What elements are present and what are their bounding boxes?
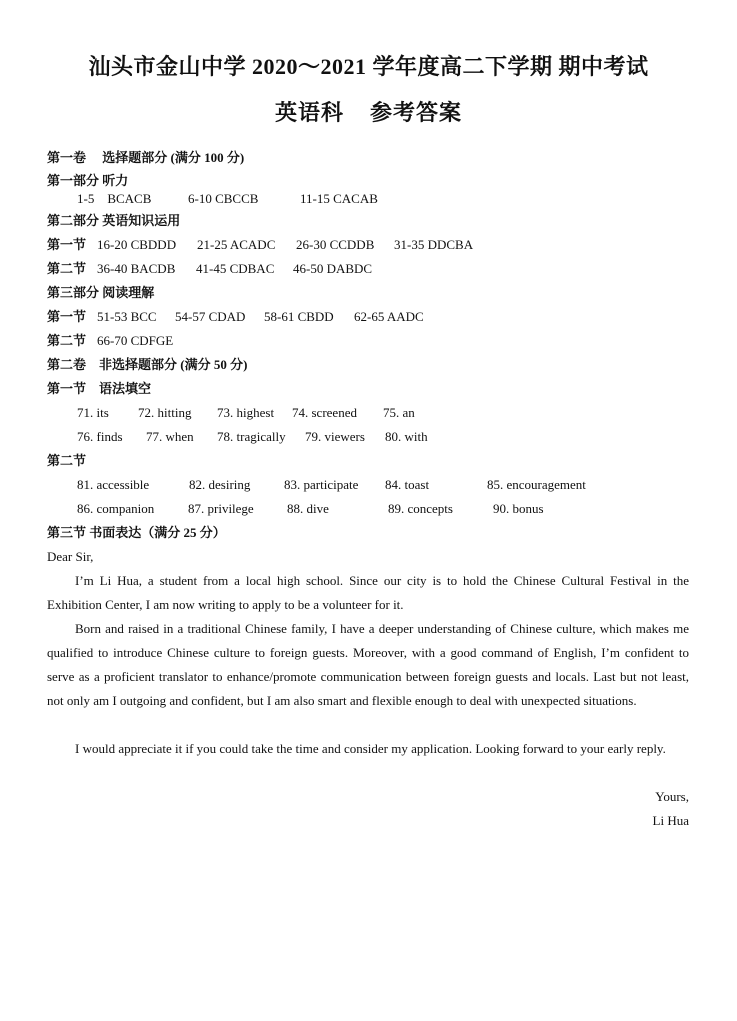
answer-item: 71. its	[77, 405, 109, 420]
letter-paragraph-3: I would appreciate it if you could take the time and consider my application. Looking forward to your early reply.	[75, 741, 666, 756]
letter-signature: Li Hua	[652, 813, 689, 828]
answer-item: 75. an	[383, 405, 415, 420]
answer-group: 16-20 CBDDD	[97, 237, 177, 252]
answer-item: 82. desiring	[189, 477, 251, 492]
answer-group: 66-70 CDFGE	[97, 333, 174, 348]
answer-item: 76. finds	[77, 429, 123, 444]
subject-label: 英语科	[274, 100, 344, 125]
answer-group: 11-15 CACAB	[300, 191, 378, 206]
grammar-heading: 第一节 语法填空	[47, 381, 152, 396]
answer-item: 77. when	[146, 429, 194, 444]
section-label: 第二节	[47, 333, 87, 348]
listening-answers	[0, 191, 737, 207]
answer-group: 46-50 DABDC	[293, 261, 373, 276]
answer-item: 83. participate	[284, 477, 359, 492]
answer-group: 1-5 BCACB	[77, 191, 152, 206]
answer-item: 89. concepts	[388, 501, 453, 516]
answer-group: 54-57 CDAD	[175, 309, 246, 324]
answer-key-label: 参考答案	[370, 100, 463, 125]
document-subtitle	[0, 96, 737, 127]
letter-greeting: Dear Sir,	[47, 549, 94, 564]
answer-item: 90. bonus	[493, 501, 544, 516]
answer-item: 78. tragically	[217, 429, 286, 444]
answer-group: 31-35 DDCBA	[394, 237, 474, 252]
answer-group: 36-40 BACDB	[97, 261, 176, 276]
section-2-part-2-heading: 第二节	[47, 453, 87, 468]
section-2-heading: 第二卷 非选择题部分 (满分 50 分)	[47, 357, 248, 372]
part-1-heading: 第一部分 听力	[47, 173, 129, 188]
answer-item: 73. highest	[217, 405, 275, 420]
letter-paragraph-1: I’m Li Hua, a student from a local high school. Since our city is to hold the Chinese Cultural Festival in the Exhibition Center, I am now writing to apply to be a volunteer for it.	[47, 573, 689, 612]
part-3-section-2-answers	[0, 333, 737, 349]
answer-group: 6-10 CBCCB	[188, 191, 259, 206]
section-label: 第二节	[47, 261, 87, 276]
answer-group: 21-25 ACADC	[197, 237, 276, 252]
answer-item: 74. screened	[292, 405, 357, 420]
answer-item: 88. dive	[287, 501, 329, 516]
document-title: 汕头市金山中学 2020～2021 学年度高二下学期 期中考试	[88, 54, 649, 79]
answer-group: 51-53 BCC	[97, 309, 157, 324]
part-2-section-2-answers	[0, 261, 737, 277]
answer-group: 62-65 AADC	[354, 309, 424, 324]
answer-item: 72. hitting	[138, 405, 192, 420]
writing-heading: 第三节 书面表达（满分 25 分）	[47, 525, 226, 540]
section-label: 第一节	[47, 309, 87, 324]
letter-closing: Yours,	[655, 789, 689, 804]
letter-paragraph-2: Born and raised in a traditional Chinese family, I have a deeper understanding of Chinese culture, which makes me qualified to introduce Chinese culture to foreign guests. Moreover, with a good command of English, I’m confident to serve as a proficient translator to enhance/promote communication between foreign guests and locals. Last but not least, not only am I outgoing and confident, but I am also smart and flexible enough to deal with unexpected situations.	[47, 621, 689, 708]
part-2-heading: 第二部分 英语知识运用	[47, 213, 181, 228]
answer-item: 85. encouragement	[487, 477, 586, 492]
part-3-heading: 第三部分 阅读理解	[47, 285, 155, 300]
answer-item: 79. viewers	[305, 429, 365, 444]
grammar-answers-row	[0, 429, 737, 445]
answer-group: 26-30 CCDDB	[296, 237, 375, 252]
answer-group: 58-61 CBDD	[264, 309, 334, 324]
part-3-section-1-answers	[0, 309, 737, 325]
answer-item: 81. accessible	[77, 477, 150, 492]
grammar-answers-row	[0, 405, 737, 421]
answer-group: 41-45 CDBAC	[196, 261, 275, 276]
vocab-answers-row	[0, 501, 737, 517]
answer-item: 80. with	[385, 429, 428, 444]
part-2-section-1-answers	[0, 237, 737, 253]
section-label: 第一节	[47, 237, 87, 252]
answer-item: 86. companion	[77, 501, 155, 516]
answer-item: 87. privilege	[188, 501, 254, 516]
section-1-heading: 第一卷 选择题部分 (满分 100 分)	[47, 150, 245, 165]
vocab-answers-row	[0, 477, 737, 493]
answer-item: 84. toast	[385, 477, 430, 492]
